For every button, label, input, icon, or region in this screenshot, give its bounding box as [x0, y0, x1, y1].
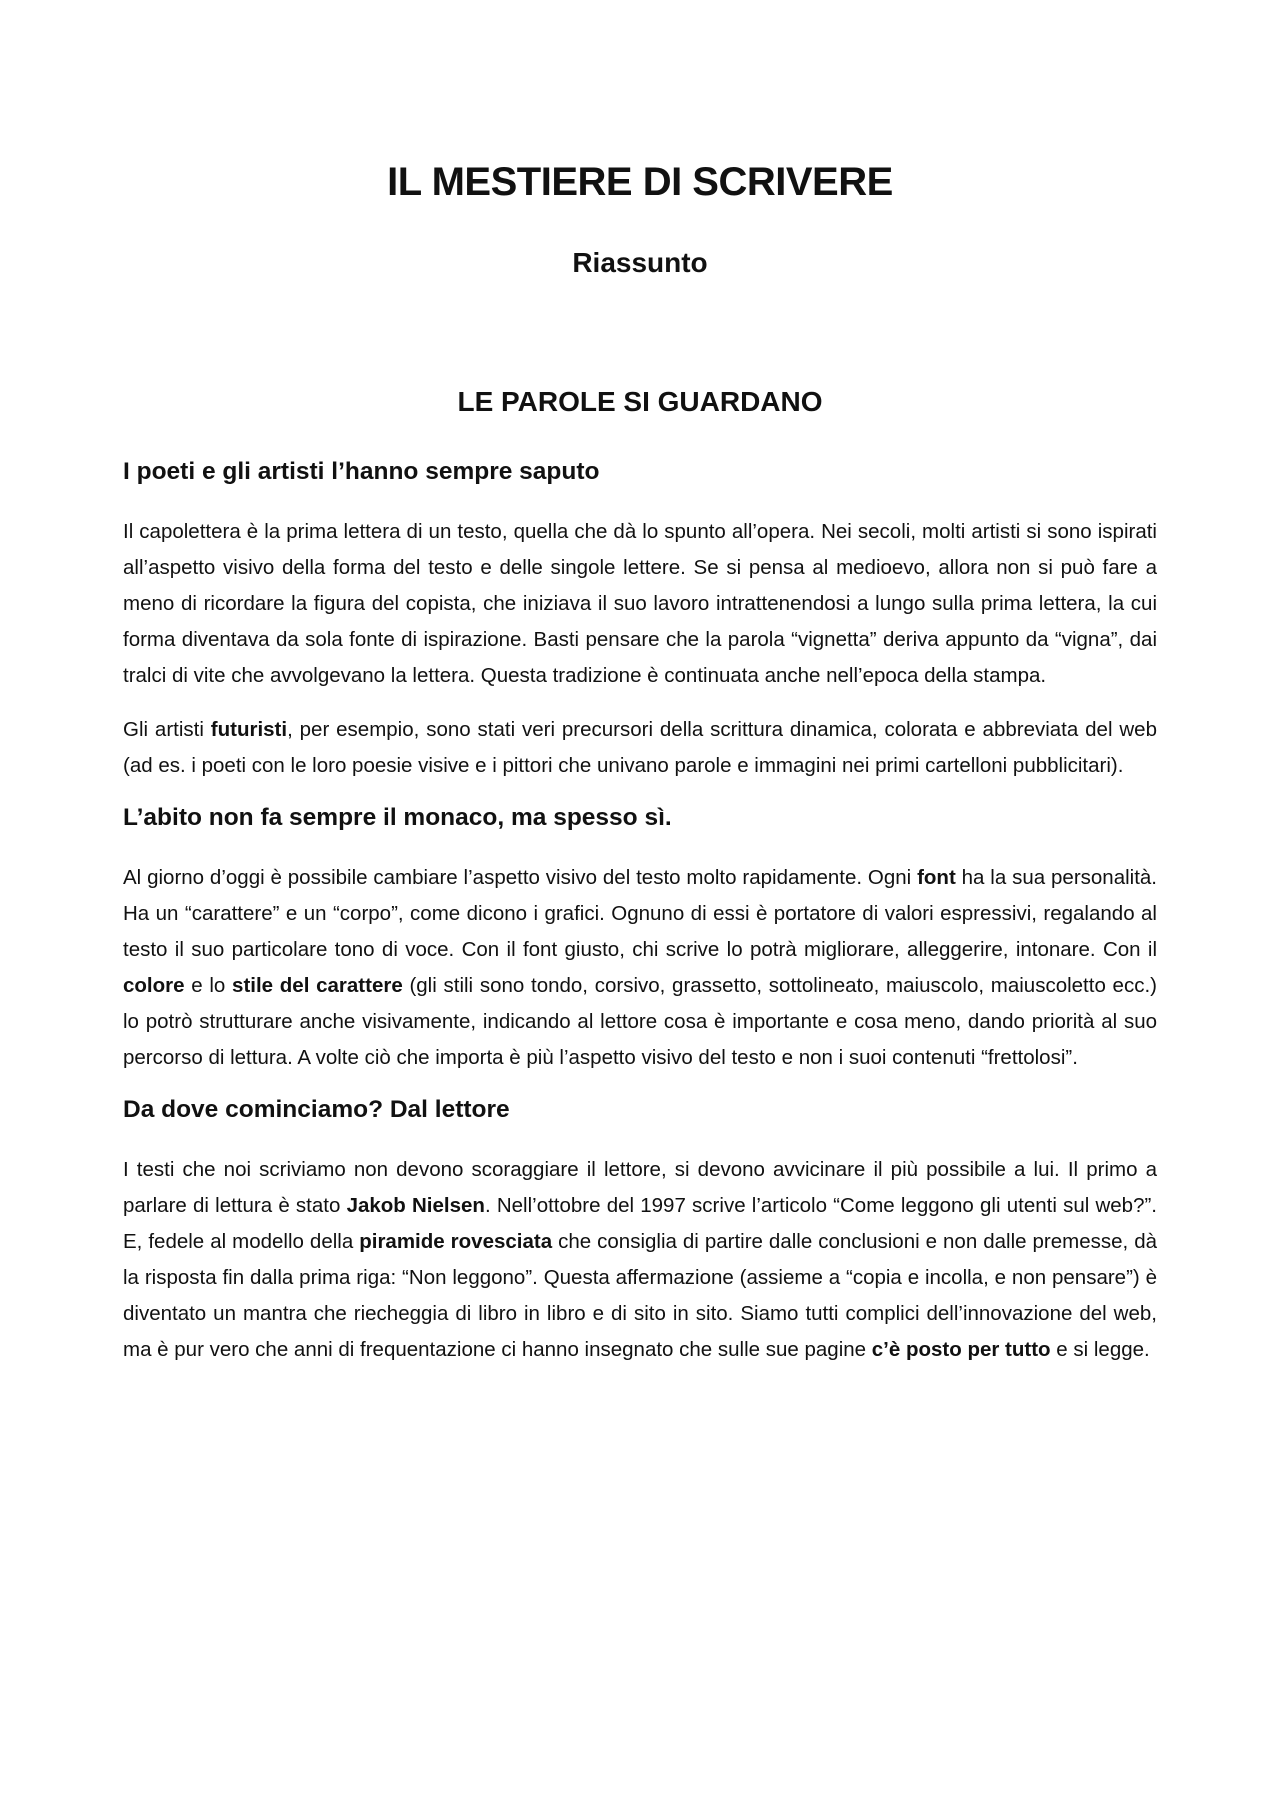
document-subtitle: Riassunto	[572, 247, 708, 278]
bold-term: futuristi	[210, 718, 288, 741]
text-span: , per esempio, sono stati veri precursori della scrittura dinamica, colorata e abbreviata del web (ad es. i poeti con le loro poesie visive e i pittori che univano parole e immagini nei primi cartelloni pubblicitari).	[123, 718, 1157, 777]
paragraph-capolettera: Il capolettera è la prima lettera di un testo, quella che dà lo spunto all’opera. Nei secoli, molti artisti si sono ispirati all’aspetto visivo della forma del testo e delle singole lettere. Se si pensa al medioevo, allora non si può fare a meno di ricordare la figura del copista, che iniziava il suo lavoro intrattenendosi a lungo sulla prima lettera, la cui forma diventava da sola fonte di ispirazione. Basti pensare che la parola “vignetta” deriva appunto da “vigna”, dai tralci di vite che avvolgevano la lettera. Questa tradizione è continuata anche nell’epoca della stampa.	[123, 520, 1157, 687]
paragraph-nielsen	[123, 1152, 1157, 1368]
text-span: . Nell’ottobre del 1997 scrive l’articolo “Come leggono gli utenti sul web?”. E, fedele al modello della	[123, 1194, 1157, 1253]
paragraph-font	[123, 860, 1157, 1076]
heading-poeti-artisti: I poeti e gli artisti l’hanno sempre saputo	[123, 458, 600, 485]
text-span: e lo	[184, 974, 233, 997]
paragraph-futuristi	[123, 712, 1157, 784]
bold-term: c’è posto per tutto	[871, 1338, 1051, 1361]
bold-term: colore	[123, 974, 185, 997]
document-title: IL MESTIERE DI SCRIVERE	[387, 160, 893, 204]
heading-dal-lettore: Da dove cominciamo? Dal lettore	[123, 1096, 510, 1123]
document-body	[123, 456, 1157, 1386]
text-span: e si legge.	[1050, 1338, 1150, 1361]
bold-term: piramide rovesciata	[359, 1230, 553, 1253]
bold-term: font	[917, 866, 956, 889]
text-span: che consiglia di partire dalle conclusioni e non dalle premesse, dà la risposta fin dalla prima riga: “Non leggono”. Questa affermazione (assieme a “copia e incolla, e non pensare”) è diventato un mantra che riecheggia di libro in libro e di sito in sito. Siamo tutti complici dell’innovazione del web, ma è pur vero che anni di frequentazione ci hanno insegnato che sulle sue pagine	[123, 1230, 1158, 1361]
text-span: Gli artisti	[123, 718, 211, 741]
bold-term: Jakob Nielsen	[346, 1194, 485, 1217]
text-span: I testi che noi scriviamo non devono scoraggiare il lettore, si devono avvicinare il più possibile a lui. Il primo a parlare di lettura è stato	[123, 1158, 1157, 1217]
heading-abito-monaco: L’abito non fa sempre il monaco, ma spesso sì.	[123, 804, 672, 831]
text-span: ha la sua personalità. Ha un “carattere” e un “corpo”, come dicono i grafici. Ognuno di essi è portatore di valori espressivi, regalando al testo il suo particolare tono di voce. Con il font giusto, chi scrive lo potrà migliorare, alleggerire, intonare. Con il	[123, 866, 1158, 961]
section-title: LE PAROLE SI GUARDANO	[457, 386, 823, 417]
text-span: Al giorno d’oggi è possibile cambiare l’aspetto visivo del testo molto rapidamente. Ogni	[123, 866, 918, 889]
bold-term: stile del carattere	[232, 974, 403, 997]
text-span: (gli stili sono tondo, corsivo, grassetto, sottolineato, maiuscolo, maiuscoletto ecc.) lo potrò strutturare anche visivamente, indicando al lettore cosa è importante e cosa meno, dando priorità al suo percorso di lettura. A volte ciò che importa è più l’aspetto visivo del testo e non i suoi contenuti “frettolosi”.	[123, 974, 1157, 1069]
